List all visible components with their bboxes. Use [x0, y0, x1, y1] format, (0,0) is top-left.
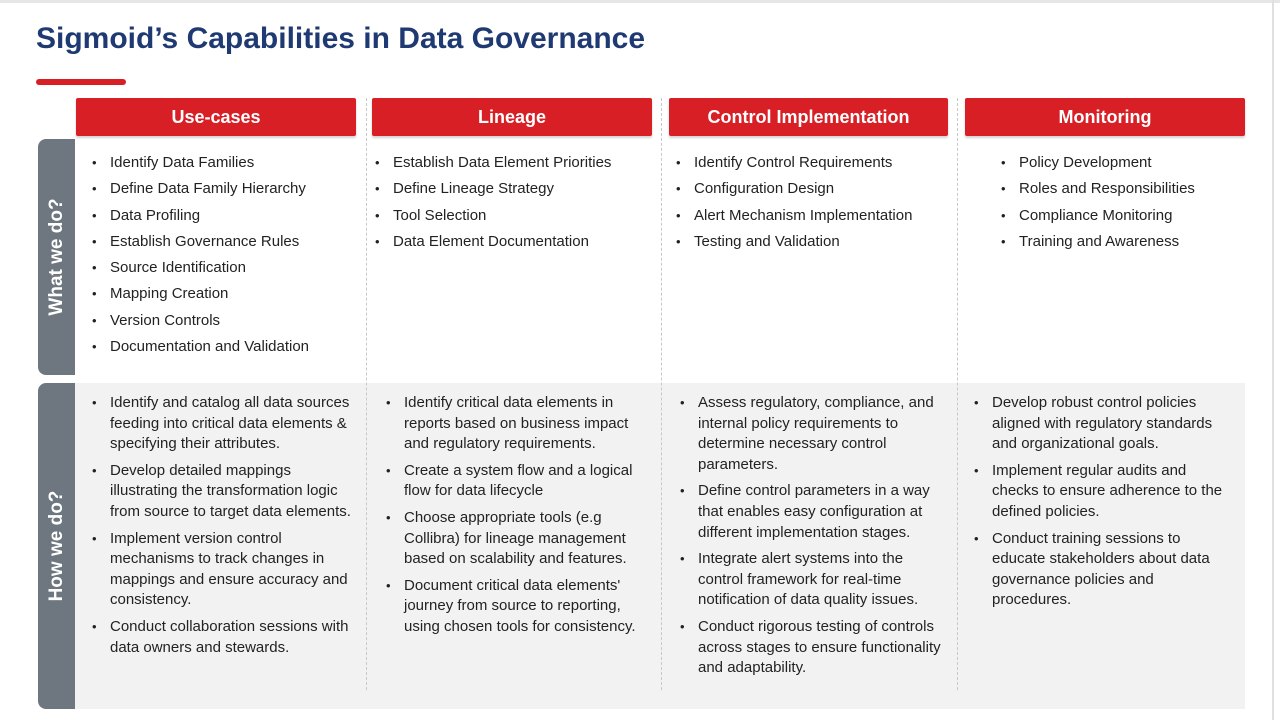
- list-item: • Define Data Family Hierarchy: [92, 176, 362, 202]
- list-item: • Establish Governance Rules: [92, 229, 362, 255]
- list-item: • Configuration Design: [676, 176, 956, 202]
- list-item: • Identify critical data elements in reports based on business impact and regulatory requirements.: [386, 393, 648, 455]
- list-item: • Compliance Monitoring: [1001, 203, 1241, 229]
- list-item: • Conduct collaboration sessions with data owners and stewards.: [92, 617, 357, 658]
- row-label-what-text: What we do?: [45, 198, 67, 316]
- list-item: • Mapping Creation: [92, 281, 362, 307]
- list-item: • Version Controls: [92, 308, 362, 334]
- column-header-lineage: Lineage: [372, 98, 652, 136]
- column-header-control-implementation: Control Implementation: [669, 98, 948, 136]
- list-item: • Document critical data elements' journey from source to reporting, using chosen tools for consistency.: [386, 576, 648, 638]
- list-item: • Source Identification: [92, 255, 362, 281]
- list-item: • Establish Data Element Priorities: [375, 150, 660, 176]
- title-underline: [36, 79, 126, 85]
- list-item: • Develop detailed mappings illustrating the transformation logic from source to target data elements.: [92, 461, 357, 523]
- what-cell-monitoring: [1001, 150, 1241, 255]
- what-cell-use-cases: [92, 150, 362, 360]
- list-item: • Conduct training sessions to educate stakeholders about data governance policies and procedures.: [974, 529, 1236, 611]
- list-item: • Testing and Validation: [676, 229, 956, 255]
- list-item: • Policy Development: [1001, 150, 1241, 176]
- row-label-how: [38, 383, 75, 709]
- list-item: • Identify Control Requirements: [676, 150, 956, 176]
- column-header-use-cases: Use-cases: [76, 98, 356, 136]
- list-item: • Identify and catalog all data sources feeding into critical data elements & specifying their attributes.: [92, 393, 357, 455]
- what-cell-lineage: [375, 150, 660, 255]
- right-border: [1272, 0, 1274, 720]
- list-item: • Implement version control mechanisms to track changes in mappings and ensure accuracy and consistency.: [92, 529, 357, 611]
- list-item: • Data Profiling: [92, 203, 362, 229]
- list-item: • Identify Data Families: [92, 150, 362, 176]
- list-item: • Define control parameters in a way that enables easy configuration at different implementation stages.: [680, 481, 942, 543]
- top-border: [0, 0, 1280, 3]
- list-item: • Implement regular audits and checks to ensure adherence to the defined policies.: [974, 461, 1236, 523]
- list-item: • Roles and Responsibilities: [1001, 176, 1241, 202]
- list-item: • Develop robust control policies aligned with regulatory standards and organizational goals.: [974, 393, 1236, 455]
- row-label-how-text: How we do?: [45, 490, 67, 602]
- list-item: • Choose appropriate tools (e.g Collibra) for lineage management based on scalability and features.: [386, 508, 648, 570]
- column-divider: [957, 98, 958, 690]
- list-item: • Tool Selection: [375, 203, 660, 229]
- page-title: Sigmoid’s Capabilities in Data Governance: [36, 22, 646, 55]
- how-cell-lineage: [386, 393, 648, 644]
- list-item: • Alert Mechanism Implementation: [676, 203, 956, 229]
- row-label-what: [38, 139, 75, 375]
- column-divider: [366, 98, 367, 690]
- list-item: • Integrate alert systems into the control framework for real-time notification of data quality issues.: [680, 549, 942, 611]
- list-item: • Training and Awareness: [1001, 229, 1241, 255]
- how-cell-control-implementation: [680, 393, 942, 685]
- list-item: • Create a system flow and a logical flow for data lifecycle: [386, 461, 648, 502]
- column-header-monitoring: Monitoring: [965, 98, 1245, 136]
- list-item: • Define Lineage Strategy: [375, 176, 660, 202]
- how-cell-monitoring: [974, 393, 1236, 617]
- column-divider: [661, 98, 662, 690]
- list-item: • Documentation and Validation: [92, 334, 362, 360]
- list-item: • Assess regulatory, compliance, and internal policy requirements to determine necessary control parameters.: [680, 393, 942, 475]
- how-cell-use-cases: [92, 393, 357, 664]
- what-cell-control-implementation: [676, 150, 956, 255]
- list-item: • Data Element Documentation: [375, 229, 660, 255]
- list-item: • Conduct rigorous testing of controls across stages to ensure functionality and adaptability.: [680, 617, 942, 679]
